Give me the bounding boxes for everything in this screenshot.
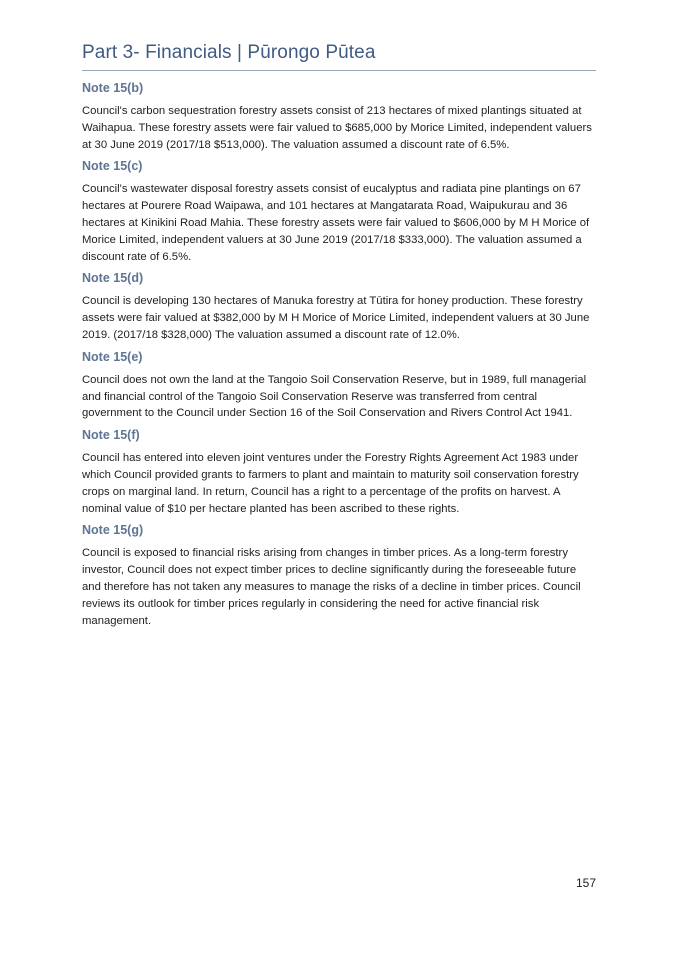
note-body: Council does not own the land at the Tangoio Soil Conservation Reserve, but in 1989, full managerial and financial control of the Tangoio Soil Conservation Reserve was transferred from central government to the Council under Section 16 of the Soil Conservation and Rivers Control Act 1941. — [82, 373, 587, 420]
note-body: Council is exposed to financial risks arising from changes in timber prices. As a long-term forestry investor, Council does not expect timber prices to decline significantly during the foreseeable future and therefore has not taken any measures to manage the risks of a decline in timber prices. Council reviews its outlook for timber prices regularly in considering the need for active financial risk management. — [82, 547, 581, 627]
note-body: Council has entered into eleven joint ventures under the Forestry Rights Agreement Act 1983 under which Council provided grants to farmers to plant and maintain to maturity soil conservation forestry crops on marginal land. In return, Council has a right to a percentage of the profits on harvest. A nominal value of $10 per hectare planted has been ascribed to these rights. — [82, 452, 579, 515]
note-heading: Note 15(f) — [82, 428, 140, 443]
note-heading: Note 15(b) — [82, 81, 144, 95]
note-heading: Note 15(d) — [82, 271, 144, 286]
note-15f — [82, 426, 596, 517]
note-heading: Note 15(c) — [82, 159, 143, 174]
note-15e — [82, 348, 596, 422]
note-body: Council's carbon sequestration forestry assets consist of 213 hectares of mixed plantings situated at Waihapua. These forestry assets were fair valued to $685,000 by Morice Limited, independent valuers at 30 June 2019 (2017/18 $513,000). The valuation assumed a discount rate of 6.5%. — [82, 105, 592, 151]
page-number: 157 — [575, 876, 596, 890]
note-15c — [82, 157, 596, 265]
note-15d — [82, 269, 596, 343]
page-title: Part 3- Financials | Pūrongo Pūtea — [82, 42, 376, 63]
note-15b — [82, 79, 596, 153]
notes-content — [82, 79, 596, 633]
note-body: Council's wastewater disposal forestry assets consist of eucalyptus and radiata pine plantings on 67 hectares at Pourere Road Waipawa, and 101 hectares at Mangatarata Road, Waipukurau and 36 hectares at Kinikini Road Mahia. These forestry assets were fair valued to $606,000 by M H Morice of Morice Limited, independent valuers at 30 June 2019 (2017/18 $333,000). The valuation assumed a discount rate of 6.5%. — [82, 183, 590, 263]
page-header — [82, 40, 596, 71]
note-heading: Note 15(e) — [82, 349, 143, 364]
note-heading: Note 15(g) — [82, 523, 144, 538]
note-body: Council is developing 130 hectares of Manuka forestry at Tūtira for honey production. These forestry assets were fair valued at $382,000 by M H Morice of Morice Limited, independent valuers at 30 June 2019. (2017/18 $328,000) The valuation assumed a discount rate of 12.0%. — [82, 295, 590, 341]
note-15g — [82, 521, 596, 629]
